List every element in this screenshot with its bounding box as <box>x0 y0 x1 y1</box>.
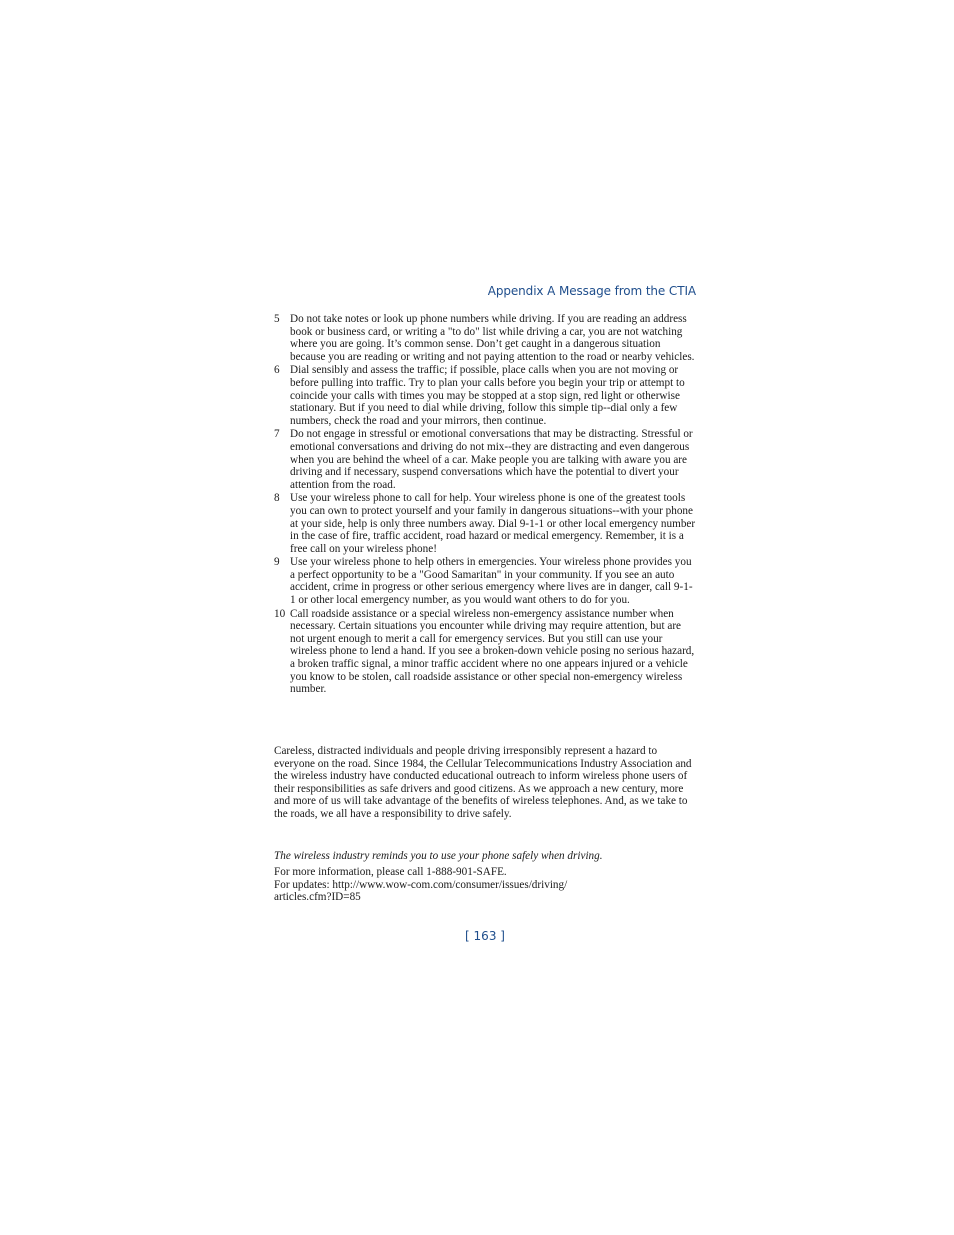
body-paragraph: Careless, distracted individuals and people driving irresponsibly represent a hazard to everyone on the road. Since 1984, the Cellular Telecommunications Industry Association and the wireless industry have conducted educational outreach to inform wireless phone users of their responsibilities as safe drivers and good citizens. As we approach a new century, more and more of us will take advantage of the benefits of wireless telephones. And, as we take to the roads, we all have a responsibility to drive safely. <box>274 745 692 820</box>
tip-number: 8 <box>274 492 280 505</box>
tip-text: Use your wireless phone to help others in emergencies. Your wireless phone provides you a perfect opportunity to be a "Good Samaritan" in your community. If you see an auto accident, crime in progress or other serious emergency where lives are in danger, call 9-1-1 or other local emergency number, as you would want others to do for you. <box>290 556 693 607</box>
list-item <box>274 608 696 696</box>
running-head: Appendix A Message from the CTIA <box>487 284 696 298</box>
page-number: [ 163 ] <box>465 929 505 943</box>
safety-reminder: The wireless industry reminds you to use your phone safely when driving. <box>274 850 603 862</box>
list-item <box>274 364 696 427</box>
tip-number: 10 <box>274 607 286 620</box>
tip-number: 6 <box>274 364 280 377</box>
list-item <box>274 428 696 491</box>
tip-text: Dial sensibly and assess the traffic; if possible, place calls when you are not moving or before pulling into traffic. Try to plan your calls before you begin your trip or attempt to coincide your calls with times you may be stopped at a stop sign, red light or otherwise stationary. But if you need to dial while driving, follow this simple tip--dial only a few numbers, check the road and your mirrors, then continue. <box>290 364 685 427</box>
safety-tips-list <box>274 313 696 697</box>
tip-text: Use your wireless phone to call for help. Your wireless phone is one of the greatest tools you can own to protect yourself and your family in dangerous situations--with your phone at your side, help is only three numbers away. Dial 9-1-1 or other local emergency number in the case of fire, traffic accident, road hazard or medical emergency. Remember, it is a free call on your wireless phone! <box>290 492 696 555</box>
contact-info <box>274 866 696 904</box>
tip-number: 7 <box>274 428 280 441</box>
tip-text: Call roadside assistance or a special wireless non-emergency assistance number when necessary. Certain situations you encounter while driving may require attention, but are not urgent enough to merit a call for emergency services. But you still can use your wireless phone to lend a hand. If you see a broken-down vehicle posing no serious hazard, a broken traffic signal, a minor traffic accident where no one appears injured or a vehicle you know to be stolen, call roadside assistance or other special non-emergency wireless number. <box>290 607 695 696</box>
info-url-line: For updates: http://www.wow-com.com/consumer/issues/driving/ <box>274 878 568 891</box>
list-item <box>274 492 696 555</box>
tip-number: 5 <box>274 313 280 325</box>
tip-text: Do not take notes or look up phone numbers while driving. If you are reading an address book or business card, or writing a "to do" list while driving a car, you are not watching where you are going. It’s common sense. Don’t get caught in a dangerous situation because you are reading or writing and not paying attention to the road or nearby vehicles. <box>290 313 695 363</box>
list-item <box>274 313 696 363</box>
tip-text: Do not engage in stressful or emotional conversations that may be distracting. Stressful or emotional conversations and driving do not mix--they are distracting and even dangerous when you are behind the wheel of a car. Make people you are talking with aware you are driving and if necessary, suspend conversations which have the potential to divert your attention from the road. <box>290 428 693 491</box>
info-url-continuation: articles.cfm?ID=85 <box>274 891 361 904</box>
list-item <box>274 556 696 606</box>
tip-number: 9 <box>274 556 280 569</box>
info-phone-line: For more information, please call 1-888-901-SAFE. <box>274 866 507 878</box>
